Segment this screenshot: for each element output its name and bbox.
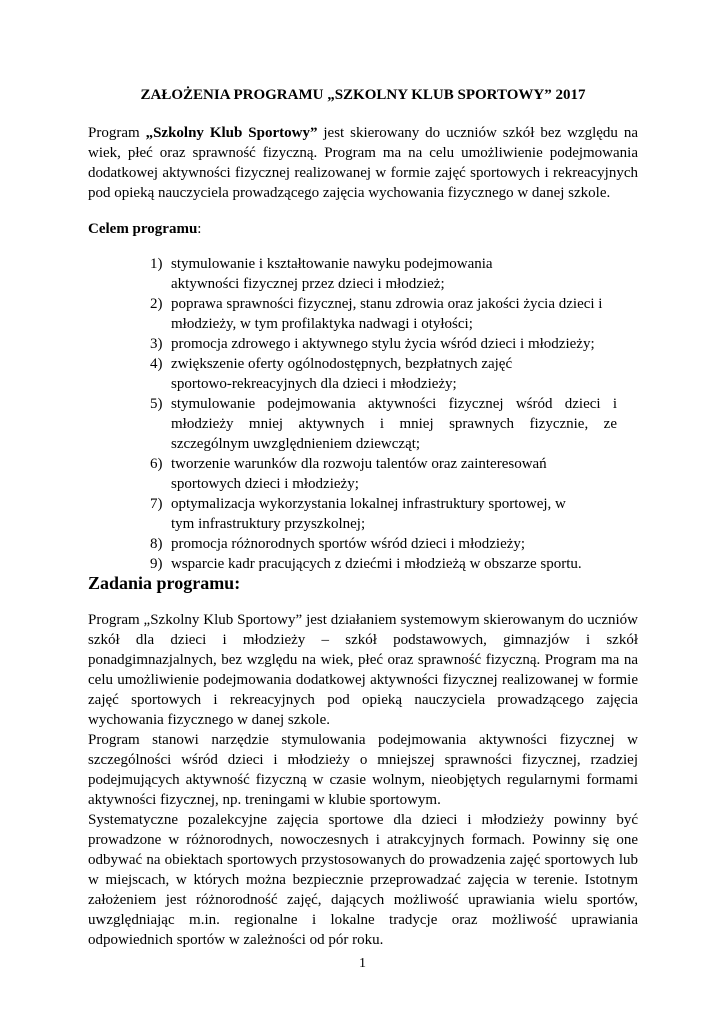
list-item: 3) promocja zdrowego i aktywnego stylu życia wśród dzieci i młodzieży; xyxy=(150,336,595,352)
list-item: 6) tworzenie warunków dla rozwoju talentów oraz zainteresowań sportowych dzieci i młodzieży; xyxy=(150,456,547,492)
list-item: 2) poprawa sprawności fizycznej, stanu zdrowia oraz jakości życia dzieci i młodzieży, w tym profilaktyka nadwagi i otyłości; xyxy=(150,296,603,332)
goals-heading: Celem programu: xyxy=(88,221,202,237)
goals-list xyxy=(150,254,638,574)
intro-paragraph xyxy=(88,123,638,203)
list-item: 9) wsparcie kadr pracujących z dziećmi i młodzieżą w obszarze sportu. xyxy=(150,556,582,572)
intro-prefix: Program xyxy=(88,125,146,141)
program-name-bold: „Szkolny Klub Sportowy” xyxy=(145,125,318,141)
tasks-heading: Zadania programu: xyxy=(88,573,241,593)
list-item: 5) stymulowanie podejmowania aktywności fizycznej wśród dzieci i młodzieży mniej aktywnych i mniej sprawnych fizycznie, ze szczególnym uwzględnieniem dziewcząt; xyxy=(150,396,617,452)
list-item: 7) optymalizacja wykorzystania lokalnej infrastruktury sportowej, w tym infrastruktury przyszkolnej; xyxy=(150,496,566,532)
tasks-paragraph: Systematyczne pozalekcyjne zajęcia sportowe dla dzieci i młodzieży powinny być prowadzone w różnorodnych, nowoczesnych i atrakcyjnych formach. Powinny się one odbywać na obiektach sportowych przystosowanych do prowadzenia zajęć sportowych lub w miejscach, w których można bezpiecznie przeprowadzać zajęcia w terenie. Istotnym założeniem jest różnorodność zajęć, dających możliwość uprawiania wielu sportów, uwzględniając m.in. regionalne i lokalne tradycje oraz możliwość uprawiania odpowiednich sportów w zależności od pór roku. xyxy=(88,812,638,948)
intro-rest: jest skierowany do uczniów szkół bez względu na wiek, płeć oraz sprawność fizyczną. Program ma na celu umożliwienie podejmowania dodatkowej aktywności fizycznej realizowanej w formie zajęć sportowych i rekreacyjnych pod opieką nauczyciela prowadzącego zajęcia wychowania fizycznego w danej szkole. xyxy=(88,125,638,201)
tasks-paragraph: Program stanowi narzędzie stymulowania podejmowania aktywności fizycznej w szczególności wśród dzieci i młodzieży o mniejszej sprawności fizycznej, rzadziej podejmujących aktywność fizyczną w czasie wolnym, nieobjętych regularnymi formami aktywności fizycznej, np. treningami w klubie sportowym. xyxy=(88,732,638,808)
list-item: 8) promocja różnorodnych sportów wśród dzieci i młodzieży; xyxy=(150,536,526,552)
document-title: ZAŁOŻENIA PROGRAMU „SZKOLNY KLUB SPORTOWY” 2017 xyxy=(140,87,586,103)
tasks-paragraph: Program „Szkolny Klub Sportowy” jest działaniem systemowym skierowanym do uczniów szkół dla dzieci i młodzieży – szkół podstawowych, gimnazjów i szkół ponadgimnazjalnych, bez względu na wiek, płeć oraz sprawność fizyczną. Program ma na celu umożliwienie podejmowania dodatkowej aktywności fizycznej realizowanej w formie zajęć sportowych i rekreacyjnych pod opieką nauczyciela prowadzącego zajęcia wychowania fizycznego w danej szkole. xyxy=(88,612,638,728)
list-item: 1) stymulowanie i kształtowanie nawyku podejmowania aktywności fizycznej przez dzieci i młodzież; xyxy=(150,256,493,292)
page-number: 1 xyxy=(359,956,366,971)
list-item: 4) zwiększenie oferty ogólnodostępnych, bezpłatnych zajęć sportowo-rekreacyjnych dla dzieci i młodzieży; xyxy=(150,356,513,392)
